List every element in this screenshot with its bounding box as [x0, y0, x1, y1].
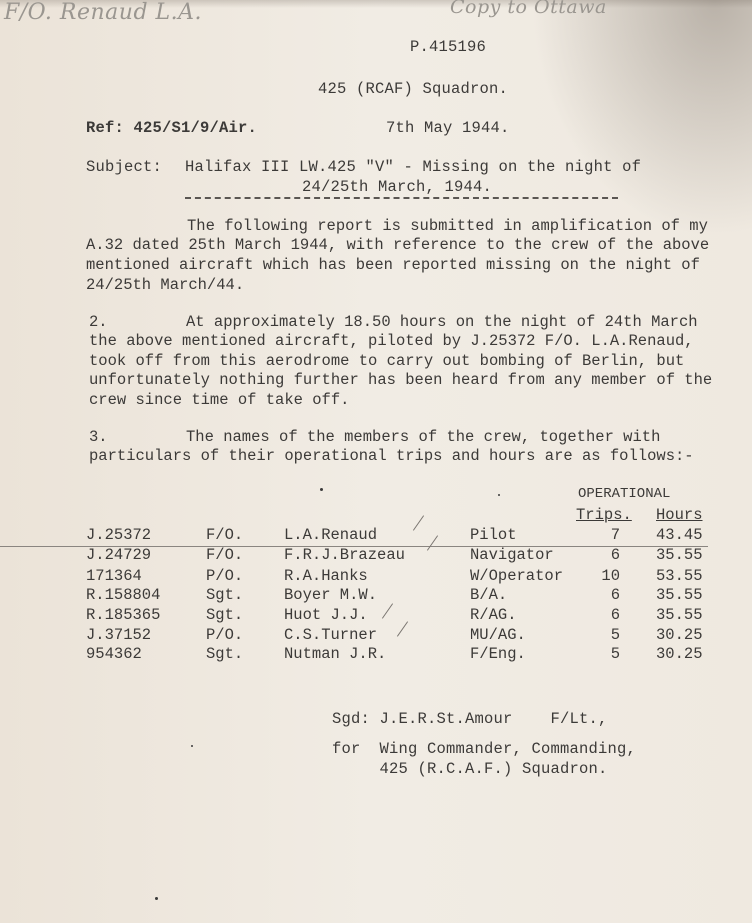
cell-rank: P/O.	[206, 626, 244, 644]
cell-trips: 5	[610, 645, 620, 663]
cell-role: Navigator	[470, 546, 554, 564]
file-number: P.415196	[410, 38, 487, 56]
cell-number: J.37152	[86, 626, 152, 644]
cell-role: W/Operator	[470, 567, 564, 585]
letter-date: 7th May 1944.	[386, 119, 510, 137]
pencil-tick-icon	[382, 603, 393, 618]
cell-trips: 7	[610, 526, 620, 544]
cell-name: F.R.J.Brazeau	[284, 546, 405, 564]
cell-name: L.A.Renaud	[284, 526, 378, 544]
cell-hours: 35.55	[656, 546, 703, 564]
cell-role: MU/AG.	[470, 626, 526, 644]
column-header-hours: Hours	[656, 506, 703, 524]
cell-rank: P/O.	[206, 567, 244, 585]
paragraph-2-line: crew since time of take off.	[89, 391, 350, 409]
cell-trips: 6	[610, 586, 620, 604]
cell-name: R.A.Hanks	[284, 567, 368, 585]
paragraph-1-line: The following report is submitted in amplification of my	[187, 217, 708, 235]
paragraph-1-line: mentioned aircraft which has been reported missing on the night of	[86, 256, 700, 274]
handwritten-annotation-name: F/O. Renaud L.A.	[4, 0, 203, 25]
cell-trips: 10	[601, 567, 620, 585]
cell-name: C.S.Turner	[284, 626, 378, 644]
cell-name: Nutman J.R.	[284, 645, 387, 663]
signature-line: Sgd: J.E.R.St.Amour F/Lt.,	[332, 710, 608, 728]
paragraph-3-line: particulars of their operational trips and hours are as follows:-	[89, 447, 694, 465]
cell-hours: 35.55	[656, 606, 703, 624]
cell-rank: Sgt.	[206, 586, 244, 604]
squadron-heading: 425 (RCAF) Squadron.	[318, 80, 509, 98]
cell-number: R.185365	[86, 606, 161, 624]
paper-speck	[320, 488, 323, 491]
paper-speck	[191, 745, 193, 747]
subject-line-2: 24/25th March, 1944.	[302, 178, 493, 196]
cell-rank: F/O.	[206, 526, 244, 544]
cell-hours: 43.45	[656, 526, 703, 544]
cell-number: J.24729	[86, 546, 152, 564]
cell-rank: F/O.	[206, 546, 244, 564]
cell-rank: Sgt.	[206, 645, 244, 663]
cell-role: R/AG.	[470, 606, 517, 624]
cell-hours: 30.25	[656, 645, 703, 663]
subject-underline	[185, 197, 618, 199]
cell-rank: Sgt.	[206, 606, 244, 624]
cell-role: B/A.	[470, 586, 508, 604]
cell-hours: 30.25	[656, 626, 703, 644]
cell-name: Huot J.J.	[284, 606, 368, 624]
cell-trips: 6	[610, 546, 620, 564]
cell-number: J.25372	[86, 526, 152, 544]
cell-trips: 5	[610, 626, 620, 644]
paragraph-1-line: 24/25th March/44.	[86, 276, 245, 294]
cell-role: F/Eng.	[470, 645, 526, 663]
operational-group-header: OPERATIONAL	[578, 486, 671, 502]
paragraph-2-line: the above mentioned aircraft, piloted by J.25372 F/O. L.A.Renaud,	[89, 332, 694, 350]
cell-trips: 6	[610, 606, 620, 624]
column-header-trips: Trips.	[576, 506, 632, 524]
signature-for-line: for Wing Commander, Commanding,	[332, 740, 637, 758]
paragraph-1-line: A.32 dated 25th March 1944, with reference to the crew of the above	[86, 236, 710, 254]
paper-speck	[498, 494, 500, 496]
paper-speck	[155, 897, 158, 900]
pencil-tick-icon	[413, 515, 424, 530]
paragraph-number: 3.	[89, 428, 108, 446]
paragraph-2-line: At approximately 18.50 hours on the night of 24th March	[186, 313, 698, 331]
cell-number: 954362	[86, 645, 142, 663]
paragraph-2-line: took off from this aerodrome to carry out bombing of Berlin, but	[89, 352, 685, 370]
cell-number: 171364	[86, 567, 142, 585]
paragraph-3-line: The names of the members of the crew, together with	[186, 428, 661, 446]
paragraph-number: 2.	[89, 313, 108, 331]
subject-line-1: Halifax III LW.425 "V" - Missing on the night of	[185, 158, 642, 176]
pencil-tick-icon	[397, 621, 408, 636]
cell-number: R.158804	[86, 586, 161, 604]
pencil-tick-icon	[427, 535, 438, 550]
paragraph-2-line: unfortunately nothing further has been heard from any member of the	[89, 371, 713, 389]
cell-hours: 35.55	[656, 586, 703, 604]
reference: Ref: 425/S1/9/Air.	[86, 119, 258, 137]
signature-unit-line: 425 (R.C.A.F.) Squadron.	[332, 760, 608, 778]
handwritten-annotation-copy: Copy to Ottawa	[450, 0, 607, 18]
cell-hours: 53.55	[656, 567, 703, 585]
cell-name: Boyer M.W.	[284, 586, 378, 604]
cell-role: Pilot	[470, 526, 517, 544]
subject-label: Subject:	[86, 158, 163, 176]
